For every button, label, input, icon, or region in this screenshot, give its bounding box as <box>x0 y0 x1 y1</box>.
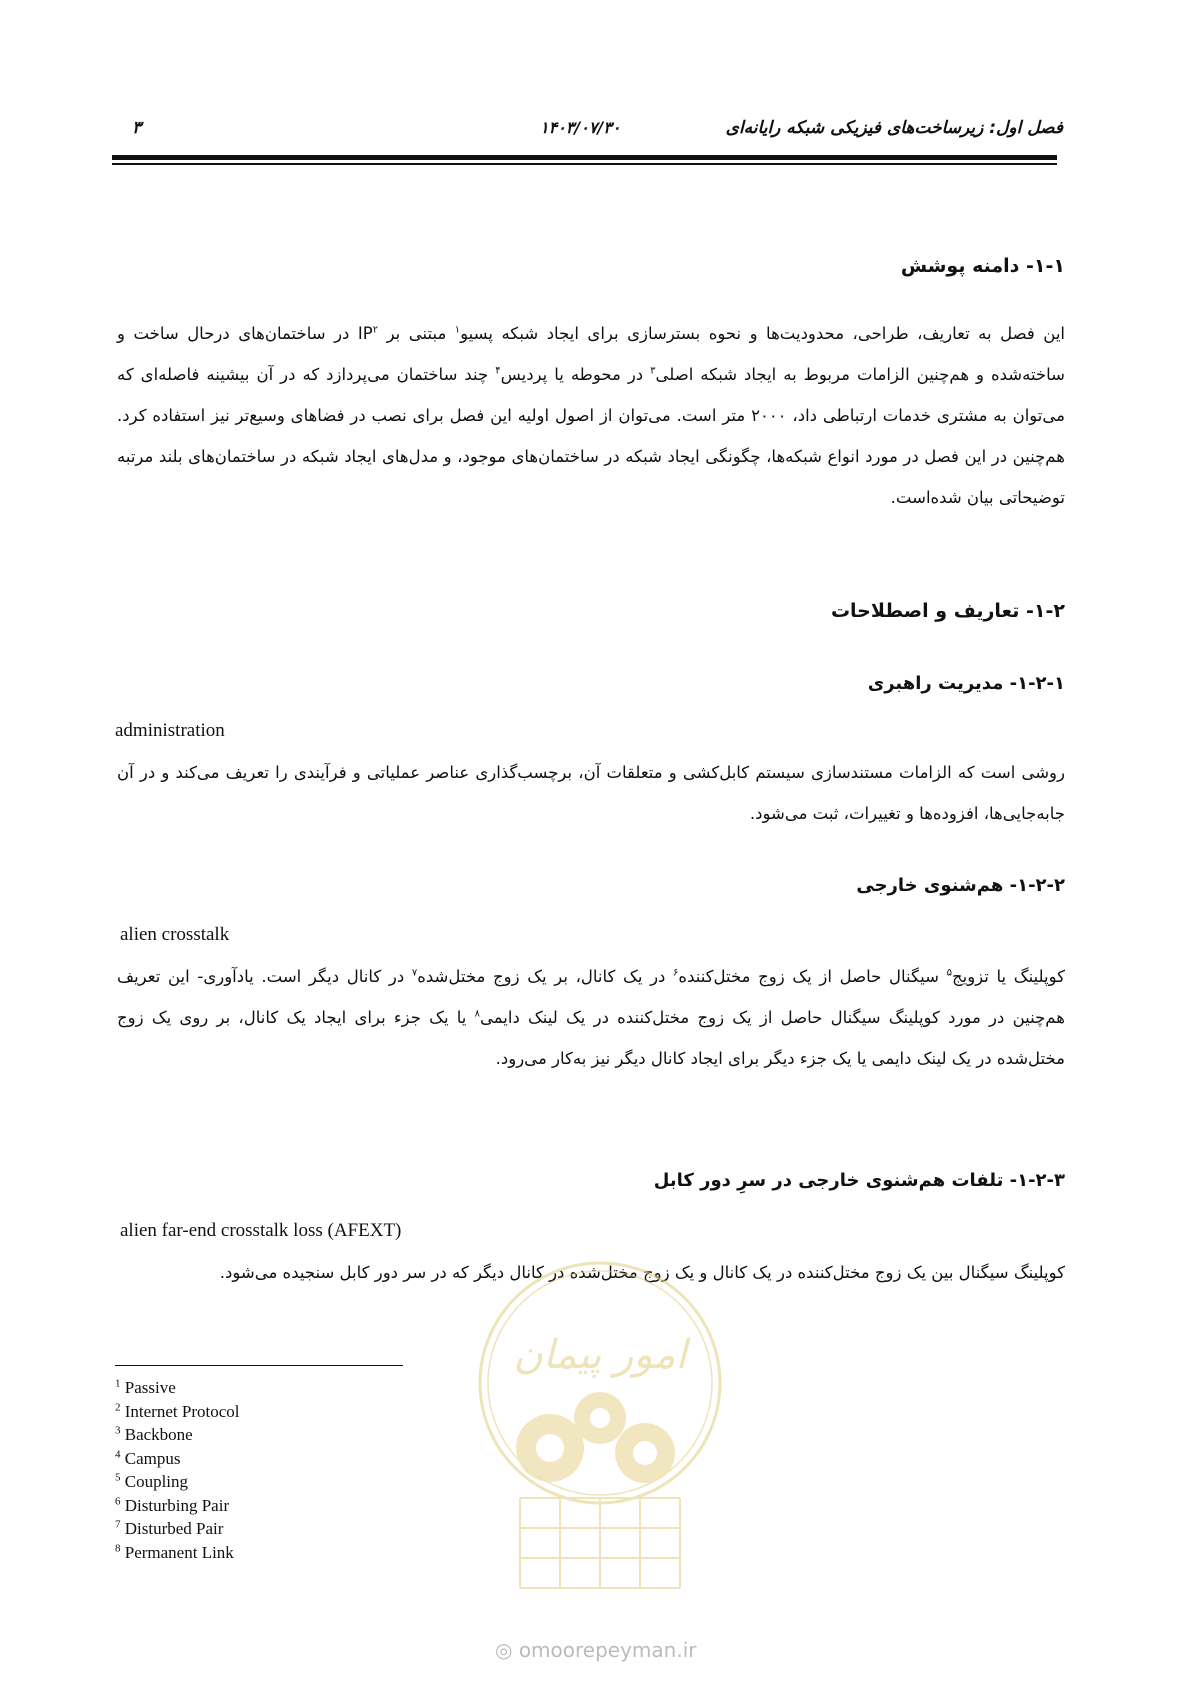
term-english: administration <box>115 720 225 741</box>
term-english: alien crosstalk <box>120 924 230 945</box>
header-rule-thick <box>112 155 1057 160</box>
footnote-item: $^5$ Coupling <box>115 1471 189 1491</box>
footnote-ref[interactable]: ۱ <box>454 324 461 336</box>
running-header-chapter: فصل اول: زیرساخت‌های فیزیکی شبکه رایانه‌ای <box>725 118 1063 138</box>
running-header-date: ۱۴۰۳/۰۷/۳۰ <box>540 118 621 137</box>
footnote-item: $^6$ Disturbing Pair <box>115 1494 230 1515</box>
footnote-ref[interactable]: ۵ <box>946 967 952 979</box>
section-heading-definitions: ۱-۲- تعاریف و اصطلاحات <box>830 600 1065 622</box>
footnote-item: $^3$ Backbone <box>115 1424 193 1444</box>
subsection-heading-alien-crosstalk: ۱-۲-۲- هم‌شنوی خارجی <box>856 875 1065 896</box>
footnote-item: $^8$ Permanent Link <box>115 1541 234 1562</box>
footnotes <box>115 1376 239 1564</box>
section-body-scope: این فصل به تعاریف، طراحی، محدودیت‌ها و نحوه بسترسازی برای ایجاد شبکه پسیو$^۱$ مبتنی بر $IP^۲$ در ساختمان‌های درحال ساخت و ساخته‌شده و هم‌چنین الزامات مربوط به ایجاد شبکه اصلی$^۳$ در محوطه یا پردیس$^۴$ چند ساختمان می‌پردازد که در آن بیشینه فاصله‌ای که می‌توان به مشتری خدمات ارتباطی داد، ۲۰۰۰ متر است. می‌توان از اصول اولیه این فصل برای نصب در فضاهای وسیع‌تر نیز استفاده کرد. هم‌چنین در این فصل در مورد انواع شبکه‌ها، چگونگی ایجاد شبکه در ساختمان‌های موجود، و مدل‌های ایجاد شبکه در ساختمان‌های بلند مرتبه توضیحاتی بیان شده‌است. <box>117 324 1065 507</box>
footnote-item: $^2$ Internet Protocol <box>115 1400 240 1421</box>
footnote-ref[interactable]: ۲ <box>372 324 379 336</box>
footnote-item: $^4$ Campus <box>115 1447 181 1468</box>
header-rule-thin <box>112 163 1057 165</box>
section-heading-scope: ۱-۱- دامنه پوشش <box>900 255 1065 277</box>
definition-body: کوپلینگ یا تزویج$^۵$ سیگنال حاصل از یک زوج مختل‌کننده$^۶$ در یک کانال، بر یک زوج مختل‌شده$^۷$ در کانال دیگر است. یادآوری- این تعریف هم‌چنین در مورد کوپلینگ سیگنال حاصل از یک زوج مختل‌کننده در یک لینک دایمی$^۸$ یا یک جزء برای ایجاد یک کانال، بر روی یک زوج مختل‌شده در یک لینک دایمی یا یک جزء دیگر برای ایجاد کانال دیگر نیز به‌کار می‌رود. <box>117 967 1065 1068</box>
footnote-ref[interactable]: ۶ <box>673 967 679 979</box>
watermark-text: امور پیمان <box>513 1332 687 1378</box>
footnote-separator <box>115 1365 403 1366</box>
footnote-item: $^7$ Disturbed Pair <box>115 1518 224 1538</box>
definition-body: کوپلینگ سیگنال بین یک زوج مختل‌کننده در یک کانال و یک زوج مختل‌شده در کانال دیگر که در سر دور کابل سنجیده می‌شود. <box>219 1263 1065 1282</box>
footnote-ref[interactable]: ۴ <box>495 365 501 377</box>
watermark-url: ◎ omoorepeyman.ir <box>495 1638 697 1662</box>
definition-body: روشی است که الزامات مستندسازی سیستم کابل‌کشی و متعلقات آن، برچسب‌گذاری عناصر عملیاتی و فرآیندی را تعریف می‌کند و در آن جابه‌جایی‌ها، افزوده‌ها و تغییرات، ثبت می‌شود. <box>117 763 1065 823</box>
watermark-logo <box>475 1258 725 1658</box>
footnote-ref[interactable]: ۸ <box>474 1008 480 1020</box>
page-number: ۳ <box>132 118 142 138</box>
term-english: alien far-end crosstalk loss (AFEXT) <box>120 1220 402 1241</box>
footnote-item: $^1$ Passive <box>115 1377 176 1397</box>
subsection-heading-afext: ۱-۲-۳- تلفات هم‌شنوی خارجی در سرِ دور کابل <box>653 1170 1065 1191</box>
footnote-ref[interactable]: ۳ <box>650 365 656 377</box>
subsection-heading-administration: ۱-۲-۱- مدیریت راهبری <box>867 673 1065 694</box>
footnote-ref[interactable]: ۷ <box>411 967 418 979</box>
